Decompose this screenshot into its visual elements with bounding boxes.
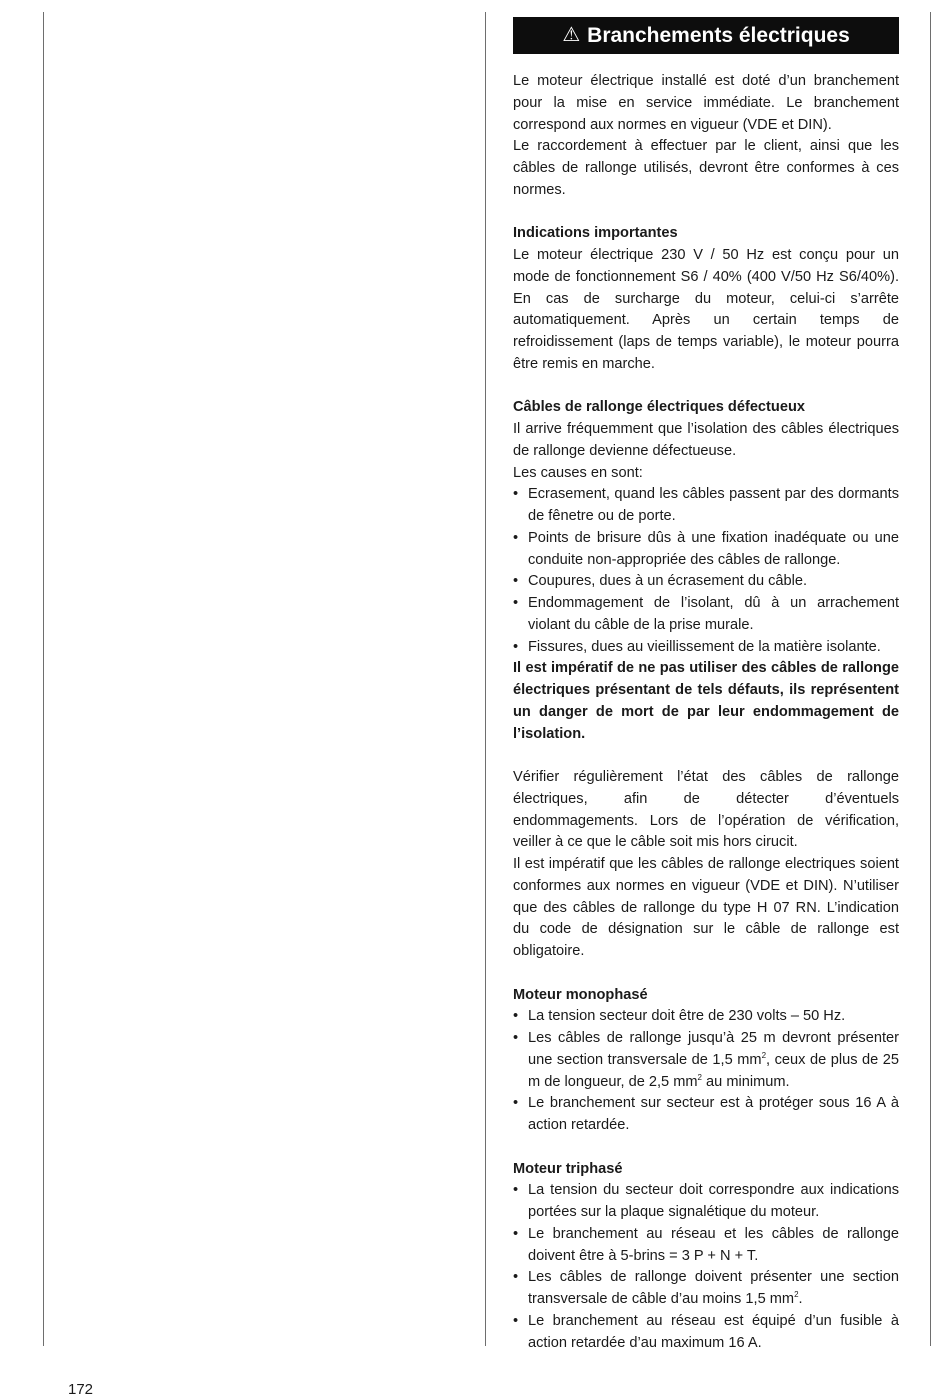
danger-warning: Il est impératif de ne pas utiliser des câbles de rallonge électriques présentant de tels défauts, ils représentent un danger de mort de par leur endommagement de l’isolation. bbox=[513, 660, 899, 742]
list-item: • La tension secteur doit être de 230 volts – 50 Hz. bbox=[513, 1006, 899, 1028]
intro-paragraph-2: Le raccordement à effectuer par le client, ainsi que les câbles de rallonge utilisés, devront être conformes à ces normes. bbox=[513, 138, 899, 198]
cables-paragraph-2: Les causes en sont: bbox=[513, 464, 643, 481]
list-item: • Ecrasement, quand les câbles passent par des dormants de fênetre ou de porte. bbox=[513, 484, 899, 528]
list-item: • Les câbles de rallonge jusqu’à 25 m devront présenter une section transversale de 1,5 $mm^2$, ceux de plus de 25 m de longueur, de 2,5 $mm^2$ au minimum. bbox=[513, 1028, 899, 1093]
warning-triangle-icon: ⚠ bbox=[562, 23, 581, 46]
list-item: • La tension du secteur doit correspondre aux indications portées sur la plaque signalétique du moteur. bbox=[513, 1180, 899, 1224]
list-item: • Coupures, dues à un écrasement du câble. bbox=[513, 571, 899, 593]
right-margin-rule bbox=[930, 12, 931, 1346]
cables-heading: Câbles de rallonge électriques défectueux bbox=[513, 399, 805, 416]
verify-paragraph-2: Il est impératif que les câbles de rallonge electriques soient conformes aux normes en vigueur (VDE et DIN). N’utiliser que des câbles de rallonge du type H 07 RN. L’indication du code de désignation sur le câble de rallonge est obligatoire. bbox=[513, 856, 899, 959]
verify-paragraph-1: Vérifier régulièrement l’état des câbles de rallonge électriques, afin de détecter d’éventuels endommagements. Lors de l’opération de vérification, veiller à ce que le câble soit mis hors cirucit. bbox=[513, 769, 899, 851]
mono-list bbox=[513, 1006, 899, 1137]
center-column-rule bbox=[485, 12, 486, 1346]
cables-paragraph-1: Il arrive fréquemment que l’isolation des câbles électriques de rallonge devienne défectueuse. bbox=[513, 421, 899, 459]
text-column bbox=[513, 17, 899, 1354]
list-item: • Le branchement au réseau est équipé d’un fusible à action retardée d’au maximum 16 A. bbox=[513, 1311, 899, 1355]
tri-list bbox=[513, 1180, 899, 1354]
tri-heading: Moteur triphasé bbox=[513, 1160, 623, 1177]
left-margin-rule bbox=[43, 12, 44, 1346]
banner-title: Branchements électriques bbox=[587, 23, 850, 47]
list-item: • Le branchement au réseau et les câbles de rallonge doivent être à 5-brins = 3 P + N + T. bbox=[513, 1224, 899, 1268]
mono-heading: Moteur monophasé bbox=[513, 986, 648, 1003]
list-item: • Points de brisure dûs à une fixation inadéquate ou une conduite non-appropriée des câbles de rallonge. bbox=[513, 528, 899, 572]
list-item: • Les câbles de rallonge doivent présenter une section transversale de câble d’au moins 1,5 $mm^2$. bbox=[513, 1267, 899, 1311]
page-number: 172 bbox=[68, 1381, 94, 1398]
list-item: • Le branchement sur secteur est à protéger sous 16 A à action retardée. bbox=[513, 1093, 899, 1137]
important-text: Le moteur électrique 230 V / 50 Hz est conçu pour un mode de fonctionnement S6 / 40% (400 V/50 Hz S6/40%). En cas de surcharge du moteur, celui-ci s’arrête automatiquement. Après un certain temps de refroidissement (laps de temps variable), le moteur pourra être remis en marche. bbox=[513, 247, 899, 372]
causes-list bbox=[513, 484, 899, 658]
intro-paragraph-1: Le moteur électrique installé est doté d’un branchement pour la mise en service immédiate. Le branchement correspond aux normes en vigueur (VDE et DIN). bbox=[513, 73, 899, 133]
list-item: • Fissures, dues au vieillissement de la matière isolante. bbox=[513, 637, 899, 659]
section-banner bbox=[513, 17, 899, 54]
list-item: • Endommagement de l’isolant, dû à un arrachement violant du câble de la prise murale. bbox=[513, 593, 899, 637]
important-heading: Indications importantes bbox=[513, 225, 678, 242]
